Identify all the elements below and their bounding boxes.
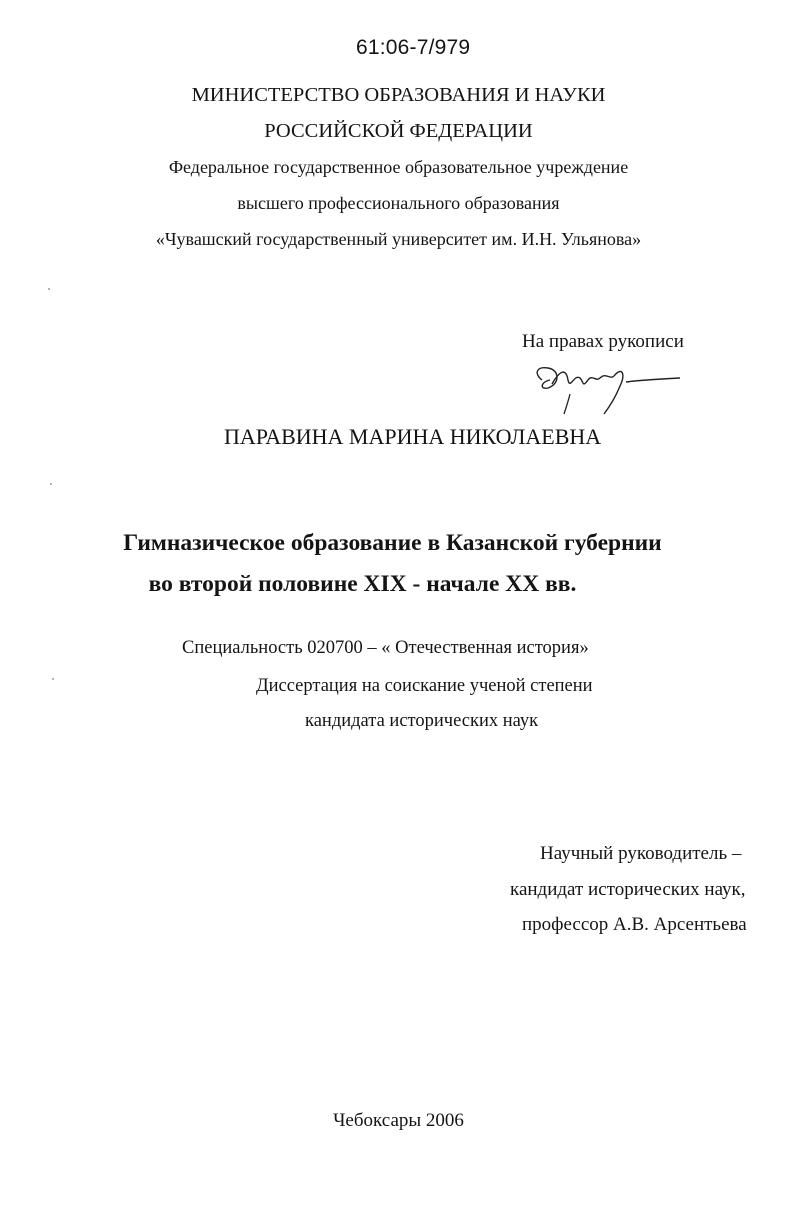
ministry-line-1: МИНИСТЕРСТВО ОБРАЗОВАНИЯ И НАУКИ [191, 84, 606, 106]
archive-code: 61:06-7/979 [356, 36, 471, 59]
thesis-title-line-2: во второй половине XIX - начале XX вв. [148, 571, 577, 597]
institution-line-3: «Чувашский государственный университет им. И.Н. Ульянова» [155, 229, 642, 249]
scan-speck [48, 288, 50, 290]
supervisor-line-1: Научный руководитель – [540, 843, 742, 864]
specialty-line: Специальность 020700 – « Отечественная история» [182, 638, 589, 658]
dissertation-line-2: кандидата исторических наук [305, 711, 539, 731]
signature-icon [530, 360, 690, 420]
ministry-line-2: РОССИЙСКОЙ ФЕДЕРАЦИИ [264, 120, 533, 142]
scan-speck [52, 678, 54, 680]
supervisor-line-2: кандидат исторических наук, [510, 879, 746, 900]
scan-speck [50, 483, 52, 485]
dissertation-line-1: Диссертация на соискание ученой степени [256, 676, 593, 696]
institution-line-2: высшего профессионального образования [237, 193, 560, 213]
city-year: Чебоксары 2006 [333, 1110, 464, 1131]
manuscript-rights-note: На правах рукописи [522, 331, 684, 352]
author-name: ПАРАВИНА МАРИНА НИКОЛАЕВНА [224, 424, 602, 449]
thesis-title-line-1: Гимназическое образование в Казанской губернии [123, 530, 662, 556]
institution-line-1: Федеральное государственное образовательное учреждение [168, 157, 629, 177]
supervisor-line-3: профессор А.В. Арсентьева [522, 914, 747, 935]
